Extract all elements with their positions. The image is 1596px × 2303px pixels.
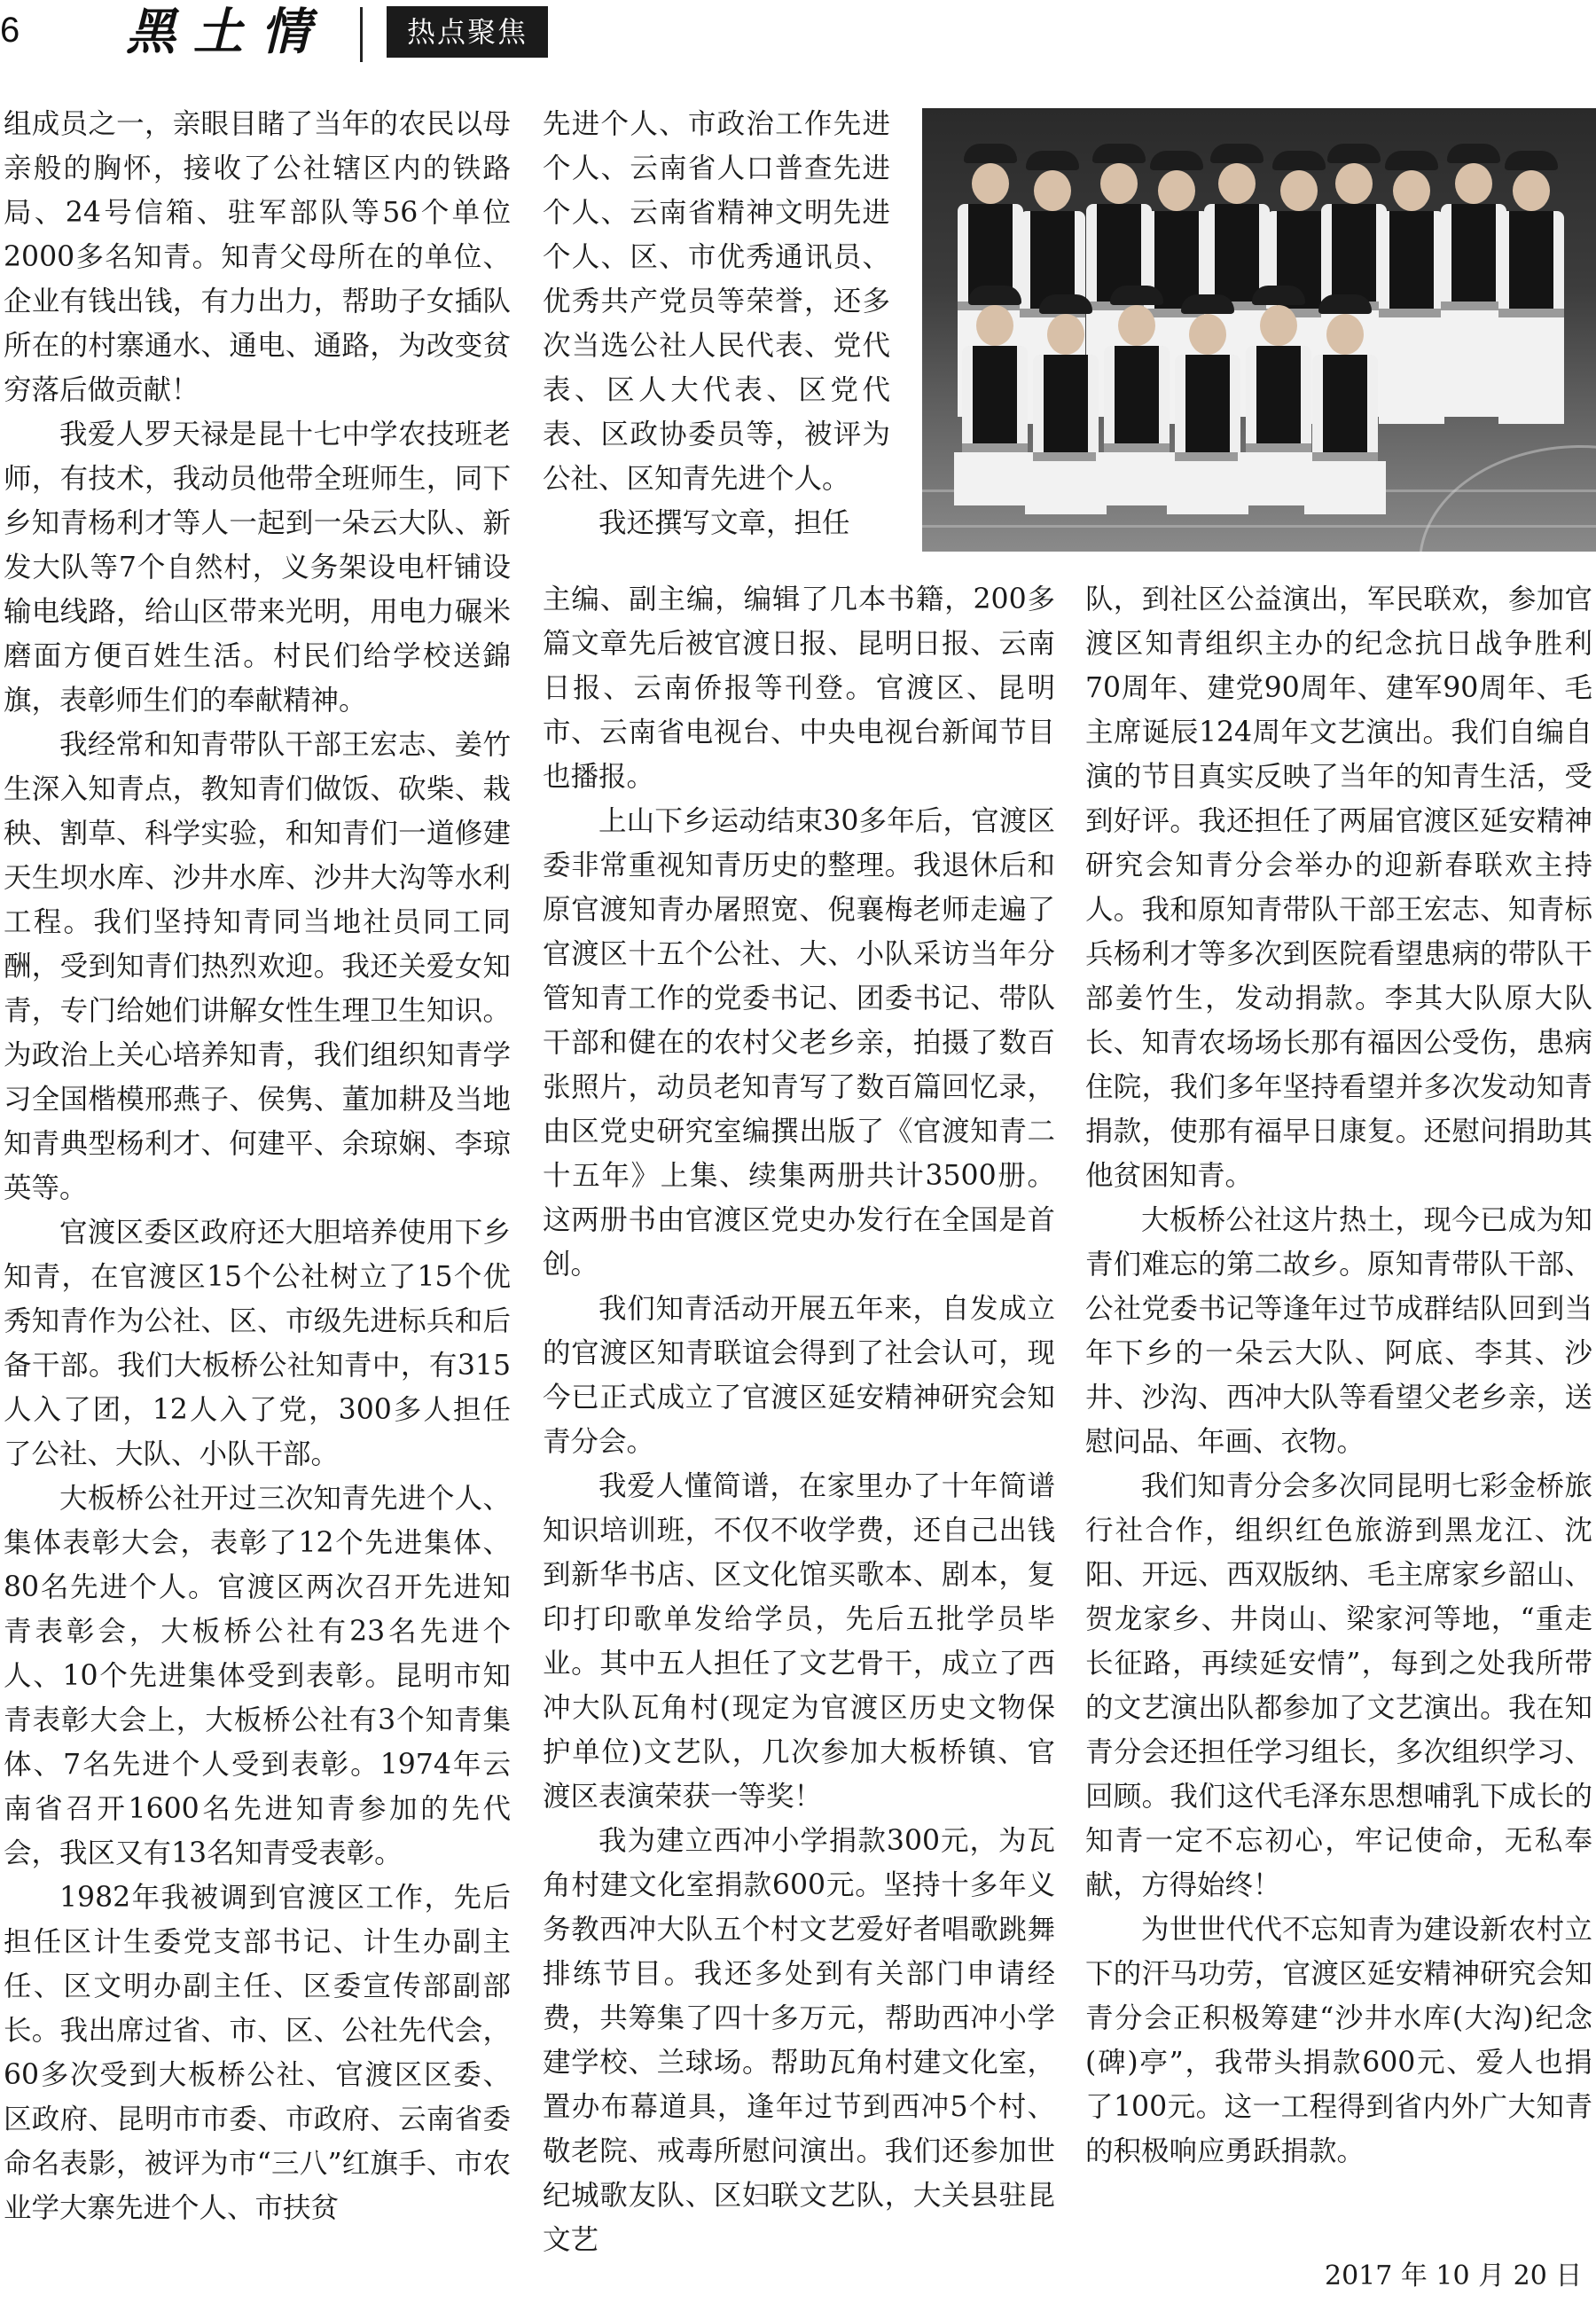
floor-arc xyxy=(1419,445,1596,552)
performer-figure xyxy=(1441,144,1506,417)
page-header xyxy=(0,0,1596,71)
article-paragraph: 我经常和知青带队干部王宏志、姜竹生深入知青点，教知青们做饭、砍柴、栽秧、割草、科学实验，和知青们一道修建天生坝水库、沙井水库、沙井大沟等水利工程。我们坚持知青同当地社员同工同酬，受到知青们热烈欢迎。我还关爱女知青，专门给她们讲解女性生理卫生知识。为政治上关心培养知青，我们组织知青学习全国楷模邢燕子、侯隽、董加耕及当地知青典型杨利才、何建平、余琼娴、李琼英等。 xyxy=(4,729,511,1204)
article-paragraph: 先进个人、市政治工作先进个人、云南省人口普查先进个人、云南省精神文明先进个人、区、市优秀通讯员、优秀共产党员等荣誉，还多次当选公社人民代表、党代表、区人大代表、区党代表、区政协委员等，被评为公社、区知青先进个人。 xyxy=(543,108,890,495)
performer-figure xyxy=(1175,294,1240,514)
article-column-2-top xyxy=(543,102,890,545)
article-paragraph: 大板桥公社开过三次知青先进个人、集体表彰大会，表彰了12个先进集体、80名先进个人。官渡区两次召开先进知青表彰会，大板桥公社有23名先进个人、10个先进集体受到表彰。昆明市知青表彰大会上，大板桥公社有3个知青集体、7名先进个人受到表彰。1974年云南省召开1600名先进知青参加的先代会，我区又有13名知青受表彰。 xyxy=(4,1483,511,1869)
article-paragraph: 1982年我被调到官渡区工作，先后担任区计生委党支部书记、计生办副主任、区文明办副主任、区委宣传部副部长。我出席过省、市、区、公社先代会，60多次受到大板桥公社、官渡区区委、区政府、昆明市市委、市政府、云南省委命名表影，被评为市“三八”红旗手、市农业学大寨先进个人、市扶贫 xyxy=(4,1882,511,2224)
article-paragraph: 主编、副主编，编辑了几本书籍，200多篇文章先后被官渡日报、昆明日报、云南日报、云南侨报等刊登。官渡区、昆明市、云南省电视台、中央电视台新闻节目也播报。 xyxy=(543,584,1055,793)
performer-figure xyxy=(1033,294,1099,514)
article-column-2 xyxy=(543,577,1055,2262)
article-paragraph: 我为建立西冲小学捐款300元，为瓦角村建文化室捐款600元。坚持十多年义务教西冲大队五个村文艺爱好者唱歌跳舞排练节目。我还多处到有关部门申请经费，共筹集了四十多万元，帮助西冲小学建学校、兰球场。帮助瓦角村建文化室，置办布幕道具，逢年过节到西冲5个村、敬老院、戒毒所慰问演出。我们还参加世纪城歌友队、区妇联文艺队，大关县驻昆文艺 xyxy=(543,1825,1055,2256)
article-paragraph: 我爱人懂简谱，在家里办了十年简谱知识培训班，不仅不收学费，还自己出钱到新华书店、区文化馆买歌本、剧本，复印打印歌单发给学员，先后五批学员毕业。其中五人担任了文艺骨干，成立了西冲大队瓦角村(现定为官渡区历史文物保护单位)文艺队，几次参加大板桥镇、官渡区表演荣获一等奖！ xyxy=(543,1470,1055,1813)
article-paragraph: 组成员之一，亲眼目睹了当年的农民以母亲般的胸怀，接收了公社辖区内的铁路局、24号信箱、驻军部队等56个单位2000多名知青。知青父母所在的单位、企业有钱出钱，有力出力，帮助子女插队所在的村寨通水、通电、通路，为改变贫穷落后做贡献！ xyxy=(4,108,511,406)
performer-figure xyxy=(1104,286,1170,505)
article-paragraph: 上山下乡运动结束30多年后，官渡区委非常重视知青历史的整理。我退休后和原官渡知青办屠照宽、倪襄梅老师走遍了官渡区十五个公社、大、小队采访当年分管知青工作的党委书记、团委书记、带队干部和健在的农村父老乡亲，拍摄了数百张照片，动员老知青写了数百篇回忆录，由区党史研究室编撰出版了《官渡知青二十五年》上集、续集两册共计3500册。这两册书由官渡区党史办发行在全国是首创。 xyxy=(543,805,1055,1281)
article-paragraph: 为世世代代不忘知青为建设新农村立下的汗马功劳，官渡区延安精神研究会知青分会正积极筹建“沙井水库(大沟)纪念(碑)亭”，我带头捐款600元、爱人也捐了100元。这一工程得到省内外广大知青的积极响应勇跃捐款。 xyxy=(1085,1914,1592,2167)
page-number: 6 xyxy=(0,11,20,50)
article-paragraph: 我爱人罗天禄是昆十七中学农技班老师，有技术，我动员他带全班师生，同下乡知青杨利才等人一起到一朵云大队、新发大队等7个自然村，义务架设电杆铺设输电线路，给山区带来光明，用电力碾米磨面方便百姓生活。村民们给学校送錦旗，表彰师生们的奉献精神。 xyxy=(4,419,511,717)
masthead-divider xyxy=(360,7,363,62)
article-column-1 xyxy=(4,102,511,2230)
article-paragraph: 我们知青活动开展五年来，自发成立的官渡区知青联谊会得到了社会认可，现今已正式成立了官渡区延安精神研究会知青分会。 xyxy=(543,1293,1055,1458)
masthead-title: 黑土情 xyxy=(126,3,328,61)
performer-figure xyxy=(1379,151,1444,424)
article-paragraph: 队，到社区公益演出，军民联欢，参加官渡区知青组织主办的纪念抗日战争胜利70周年、建党90周年、建军90周年、毛主席诞辰124周年文艺演出。我们自编自演的节目真实反映了当年的知青生活，受到好评。我还担任了两届官渡区延安精神研究会知青分会举办的迎新春联欢主持人。我和原知青带队干部王宏志、知青标兵杨利才等多次到医院看望患病的带队干部姜竹生，发动捐款。李其大队原大队长、知青农场场长那有福因公受伤，患病住院，我们多年坚持看望并多次发动知青捐款，使那有福早日康复。还慰问捐助其他贫困知青。 xyxy=(1085,584,1592,1192)
article-paragraph: 官渡区委区政府还大胆培养使用下乡知青，在官渡区15个公社树立了15个优秀知青作为公社、区、市级先进标兵和后备干部。我们大板桥公社知青中，有315人入了团，12人入了党，300多人担任了公社、大队、小队干部。 xyxy=(4,1217,511,1470)
group-photo-image xyxy=(922,108,1596,552)
article-paragraph: 大板桥公社这片热土，现今已成为知青们难忘的第二故乡。原知青带队干部、公社党委书记等逢年过节成群结队回到当年下乡的一朵云大队、阿底、李其、沙井、沙沟、西冲大队等看望父老乡亲，送慰问品、年画、衣物。 xyxy=(1085,1204,1592,1458)
article-column-3 xyxy=(1085,577,1592,2174)
performer-figure xyxy=(1246,286,1311,505)
performer-figure xyxy=(1312,294,1378,514)
performer-figure xyxy=(962,286,1028,505)
section-label: 热点聚焦 xyxy=(387,6,548,58)
article-paragraph: 我们知青分会多次同昆明七彩金桥旅行社合作，组织红色旅游到黑龙江、沈阳、开远、西双版纳、毛主席家乡韶山、贺龙家乡、井岗山、梁家河等地，“重走长征路，再续延安情”，每到之处我所带的文艺演出队都参加了文艺演出。我在知青分会还担任学习组长，多次组织学习、回顾。我们这代毛泽东思想哺乳下成长的知青一定不忘初心，牢记使命，无私奉献，方得始终！ xyxy=(1085,1470,1592,1901)
article-paragraph: 我还撰写文章，担任 xyxy=(598,507,850,539)
publication-date: 2017 年 10 月 20 日 xyxy=(1325,2260,1583,2291)
performer-figure xyxy=(1498,151,1564,424)
